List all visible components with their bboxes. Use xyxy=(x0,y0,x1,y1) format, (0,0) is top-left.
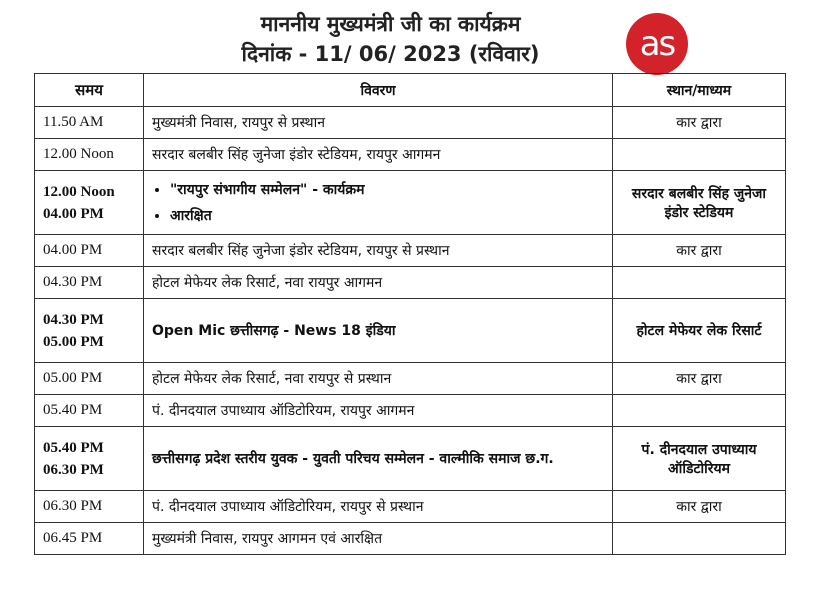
time-range-cell xyxy=(35,299,144,363)
bullet-list xyxy=(152,177,604,229)
table-row xyxy=(35,363,786,395)
time-end: 06.30 PM xyxy=(43,461,104,478)
brand-logo: as xyxy=(626,13,688,75)
place-cell: कार द्वारा xyxy=(613,107,786,139)
col-header-place: स्थान/माध्यम xyxy=(613,74,786,107)
description-cell: Open Mic छत्तीसगढ़ - News 18 इंडिया xyxy=(144,299,613,363)
table-row xyxy=(35,267,786,299)
table-row xyxy=(35,395,786,427)
time-end: 04.00 PM xyxy=(43,205,104,222)
table-row xyxy=(35,299,786,363)
place-cell: पं. दीनदयाल उपाध्याय ऑडिटोरियम xyxy=(613,427,786,491)
place-cell: कार द्वारा xyxy=(613,235,786,267)
time-cell: 06.45 PM xyxy=(35,523,144,555)
description-cell: मुख्यमंत्री निवास, रायपुर से प्रस्थान xyxy=(144,107,613,139)
time-cell: 12.00 Noon xyxy=(35,139,144,171)
page-title: माननीय मुख्यमंत्री जी का कार्यक्रम xyxy=(260,12,521,36)
col-header-description: विवरण xyxy=(144,74,613,107)
place-cell xyxy=(613,267,786,299)
time-start: 05.40 PM xyxy=(43,439,104,456)
description-cell: पं. दीनदयाल उपाध्याय ऑडिटोरियम, रायपुर से प्रस्थान xyxy=(144,491,613,523)
place-cell xyxy=(613,139,786,171)
place-cell: कार द्वारा xyxy=(613,363,786,395)
time-cell: 05.40 PM xyxy=(35,395,144,427)
table-header-row xyxy=(35,74,786,107)
table-row xyxy=(35,107,786,139)
time-start: 12.00 Noon xyxy=(43,183,115,200)
description-cell: छत्तीसगढ़ प्रदेश स्तरीय युवक - युवती परिचय सम्मेलन - वाल्मीकि समाज छ.ग. xyxy=(144,427,613,491)
place-cell: सरदार बलबीर सिंह जुनेजा इंडोर स्टेडियम xyxy=(613,171,786,235)
bullet-item: • आरक्षित xyxy=(170,203,604,229)
table-row xyxy=(35,139,786,171)
table-row xyxy=(35,171,786,235)
description-cell: सरदार बलबीर सिंह जुनेजा इंडोर स्टेडियम, रायपुर आगमन xyxy=(144,139,613,171)
description-cell: पं. दीनदयाल उपाध्याय ऑडिटोरियम, रायपुर आगमन xyxy=(144,395,613,427)
time-range-cell xyxy=(35,171,144,235)
description-cell: मुख्यमंत्री निवास, रायपुर आगमन एवं आरक्षित xyxy=(144,523,613,555)
description-cell: सरदार बलबीर सिंह जुनेजा इंडोर स्टेडियम, रायपुर से प्रस्थान xyxy=(144,235,613,267)
table-row xyxy=(35,523,786,555)
time-cell: 11.50 AM xyxy=(35,107,144,139)
table-row xyxy=(35,235,786,267)
time-cell: 06.30 PM xyxy=(35,491,144,523)
time-cell: 04.30 PM xyxy=(35,267,144,299)
time-end: 05.00 PM xyxy=(43,333,104,350)
time-range-cell xyxy=(35,427,144,491)
place-cell: होटल मेफेयर लेक रिसार्ट xyxy=(613,299,786,363)
table-row xyxy=(35,427,786,491)
place-cell xyxy=(613,395,786,427)
time-start: 04.30 PM xyxy=(43,311,104,328)
date-line: दिनांक - 11/ 06/ 2023 (रविवार) xyxy=(241,42,540,66)
description-cell xyxy=(144,171,613,235)
description-cell: होटल मेफेयर लेक रिसार्ट, नवा रायपुर आगमन xyxy=(144,267,613,299)
bullet-item: • "रायपुर संभागीय सम्मेलन" - कार्यक्रम xyxy=(170,177,604,203)
place-cell xyxy=(613,523,786,555)
table-row xyxy=(35,491,786,523)
col-header-time: समय xyxy=(35,74,144,107)
place-cell: कार द्वारा xyxy=(613,491,786,523)
time-cell: 05.00 PM xyxy=(35,363,144,395)
description-cell: होटल मेफेयर लेक रिसार्ट, नवा रायपुर से प्रस्थान xyxy=(144,363,613,395)
time-cell: 04.00 PM xyxy=(35,235,144,267)
schedule-table xyxy=(34,73,786,555)
